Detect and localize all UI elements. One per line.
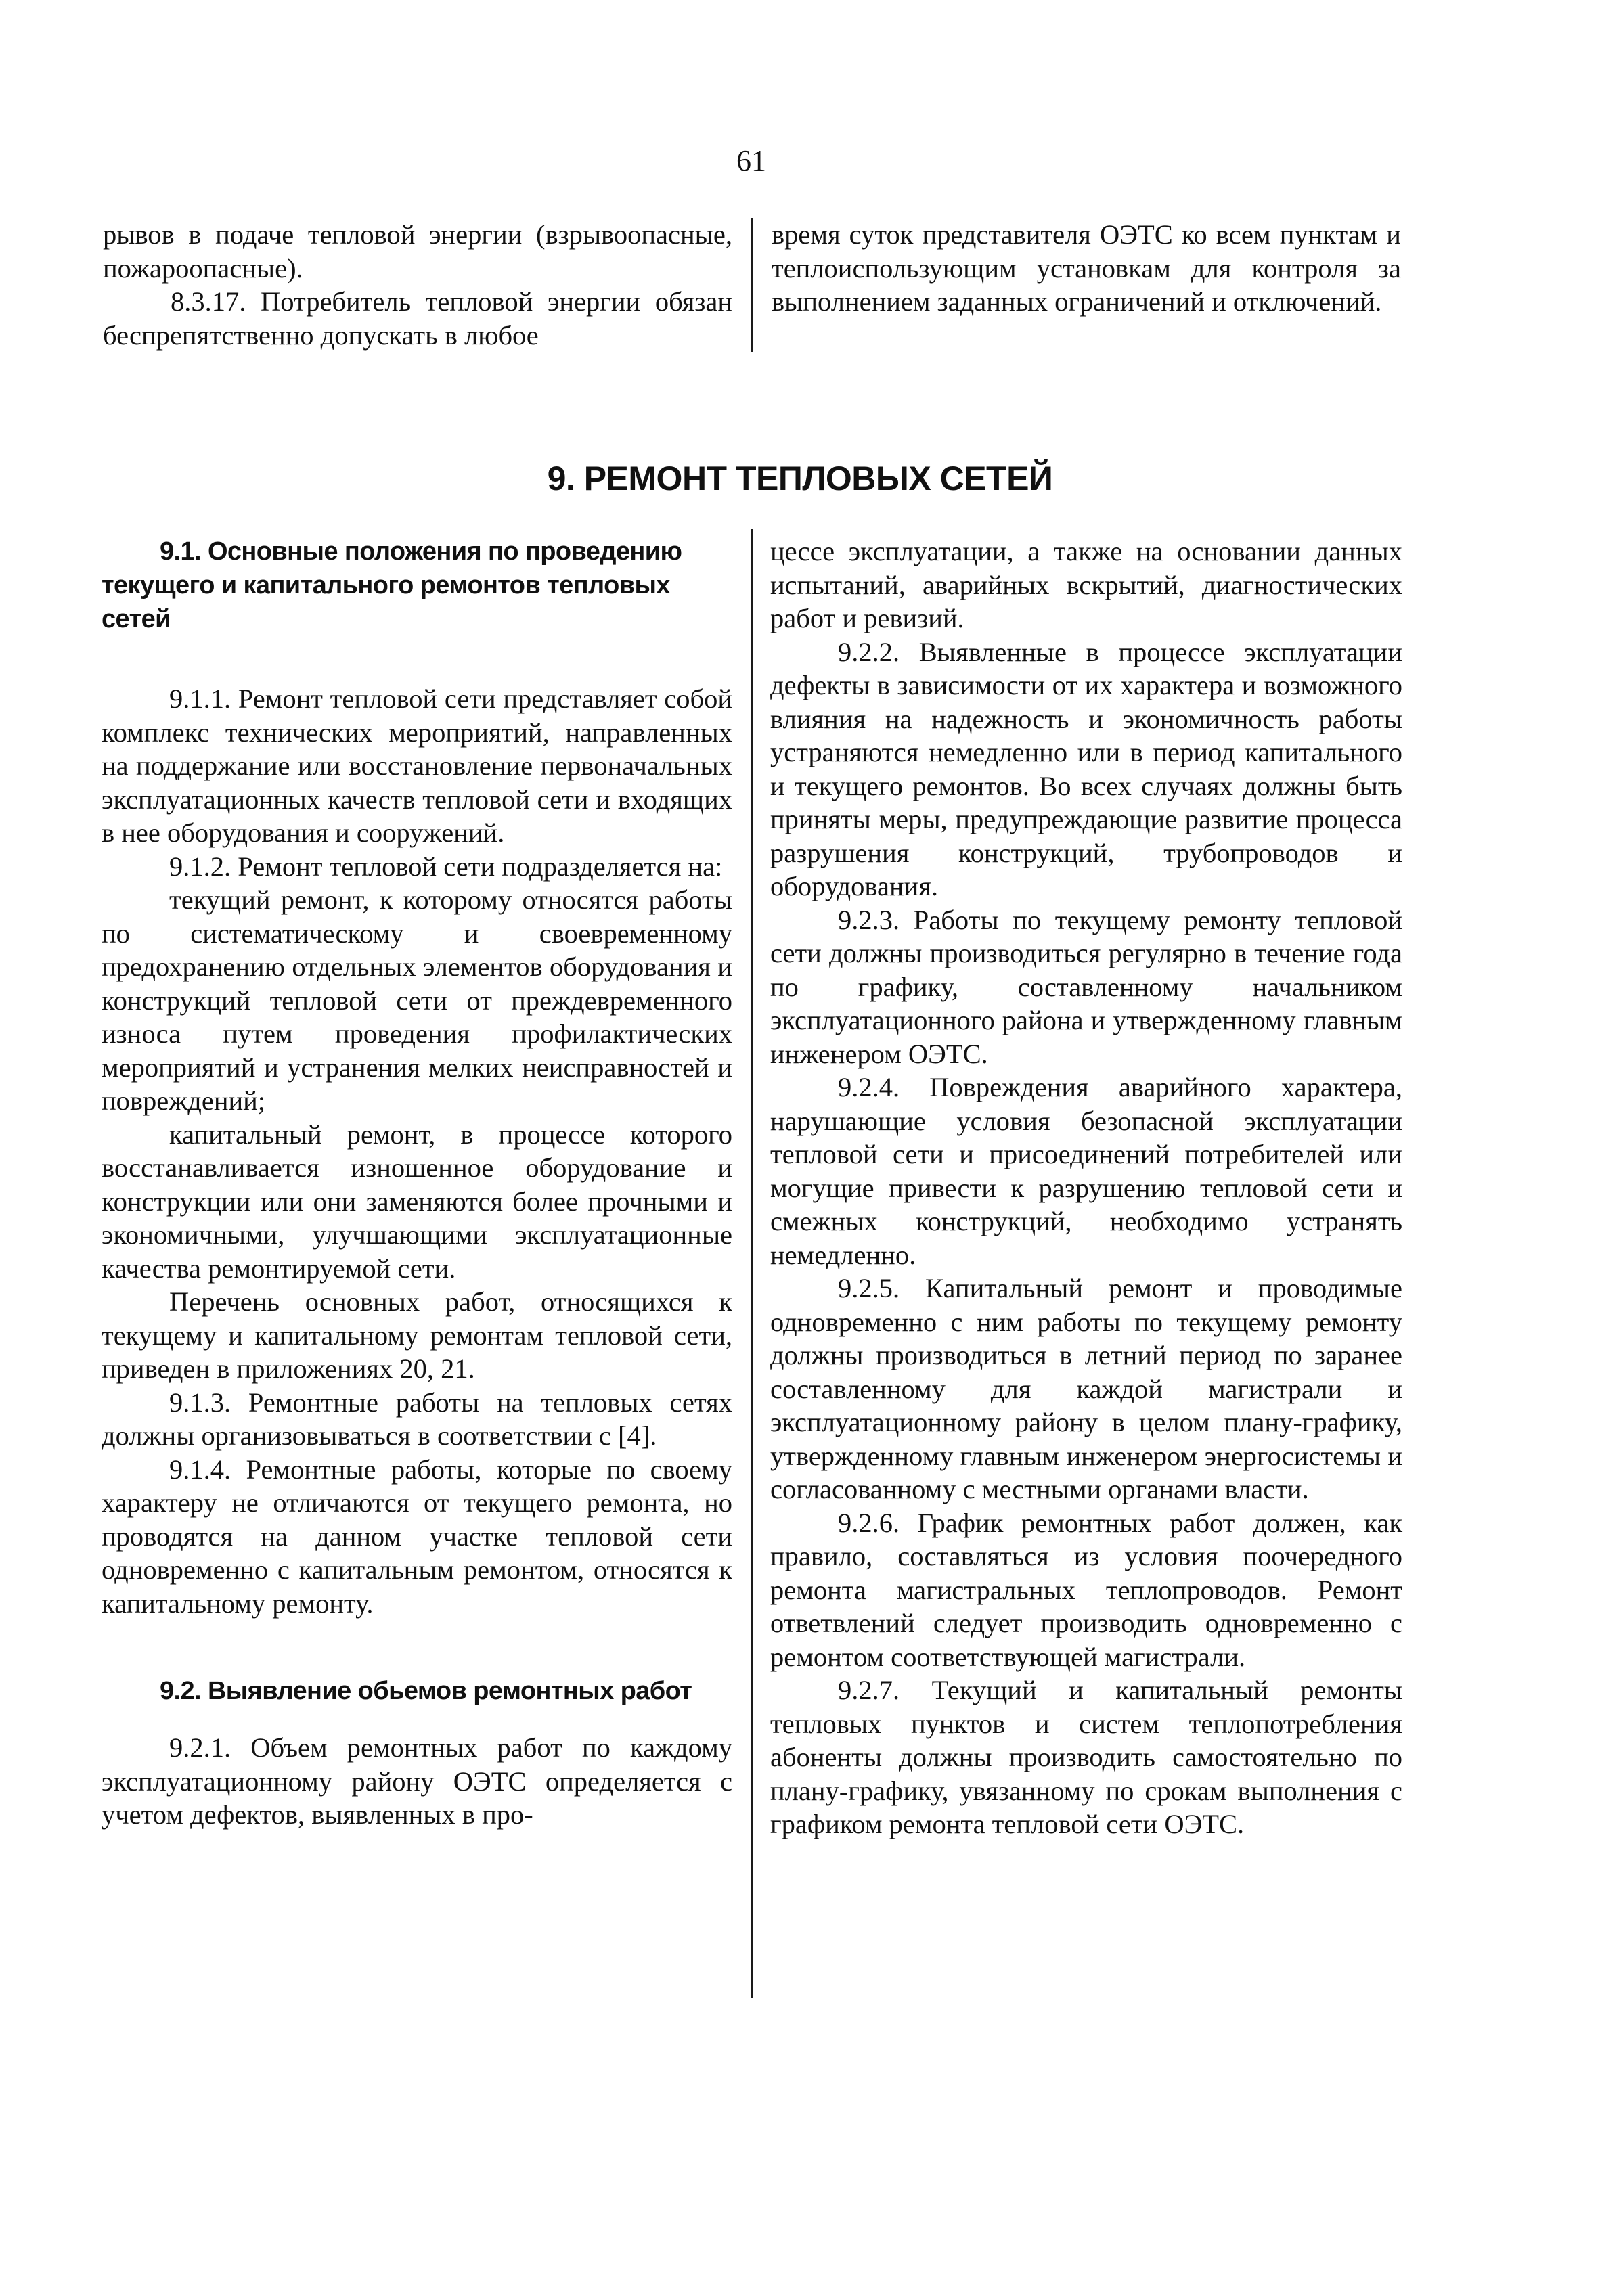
top-left-column <box>103 218 732 352</box>
column-divider <box>751 218 753 352</box>
paragraph: 9.2.2. Выявленные в процессе эксплуатации дефекты в зависимости от их характера и возможного влияния на надежность и экономичность работы устраняются немедленно или в период капитального и текущего ремонтов. Во всех случаях должны быть приняты меры, предупреждающие развитие процесса разрушения конструкций, трубопроводов и оборудования. <box>770 636 1402 901</box>
paragraph: 9.2.4. Повреждения аварийного характера, нарушающие условия безопасной эксплуатации тепловой сети и присоединений потребителей или могущие привести к разрушению тепловой сети и смежных конструкций, необходимо устранять немедленно. <box>770 1072 1402 1270</box>
section-heading-line: 9.1. Основные положения по проведению <box>160 537 682 566</box>
paragraph: 9.2.7. Текущий и капитальный ремонты тепловых пунктов и систем теплопотребления абоненты должны производить самостоятельно по плану-графику, увязанному по срокам выполнения с графиком ремонта тепловой сети ОЭТС. <box>770 1675 1402 1839</box>
section-heading-9-1 <box>102 535 732 636</box>
main-right-column <box>770 535 1402 1841</box>
paragraph: 9.1.1. Ремонт тепловой сети представляет собой комплекс технических мероприятий, направленных на поддержание или восстановление первоначальных эксплуатационных качеств тепловой сети и входящих в нее оборудования и сооружений. <box>102 683 732 848</box>
paragraph: 9.2.3. Работы по текущему ремонту тепловой сети должны производиться регулярно в течение года по графику, составленному начальником эксплуатационного района и утвержденному главным инженером ОЭТС. <box>770 904 1402 1069</box>
top-right-column <box>772 218 1401 319</box>
paragraph: 9.2.5. Капитальный ремонт и проводимые одновременно с ним работы по текущему ремонту должны производиться в летний период по заранее составленному для каждой магистрали и эксплуатационному району в целом плану-графику, утвержденному главным инженером энергосистемы и согласованному с местными органами власти. <box>770 1273 1402 1504</box>
chapter-title: 9. РЕМОНТ ТЕПЛОВЫХ СЕТЕЙ <box>547 459 1053 497</box>
page-number: 61 <box>736 144 766 177</box>
paragraph: 9.1.3. Ремонтные работы на тепловых сетях должны организовываться в соответствии с [4]. <box>102 1387 732 1451</box>
paragraph: цессе эксплуатации, а также на основании данных испытаний, аварийных вскрытий, диагностических работ и ревизий. <box>770 536 1402 633</box>
paragraph: 9.1.2. Ремонт тепловой сети подразделяется на: <box>169 851 723 882</box>
section-heading-9-2: 9.2. Выявление обьемов ремонтных работ <box>160 1677 692 1705</box>
paragraph: 9.2.6. График ремонтных работ должен, как правило, составляться из условия поочередного ремонта магистральных теплопроводов. Ремонт ответвлений следует производить одновременно с ремонтом соответствующей магистрали. <box>770 1507 1402 1672</box>
paragraph: время суток представителя ОЭТС ко всем пунктам и теплоиспользующим установкам для контроля за выполнением заданных ограничений и отключений. <box>772 219 1401 317</box>
section-heading-line: текущего и капитального ремонтов тепловых сетей <box>102 571 670 633</box>
paragraph: 8.3.17. Потребитель тепловой энергии обязан беспрепятственно допускать в любое <box>103 286 732 351</box>
column-divider <box>751 529 753 1998</box>
paragraph: капитальный ремонт, в процессе которого восстанавливается изношенное оборудование и конструкции или они заменяются более прочными и экономичными, улучшающими эксплуатационные качества ремонтируемой сети. <box>102 1119 732 1284</box>
main-left-column <box>102 535 732 1832</box>
paragraph: Перечень основных работ, относящихся к текущему и капитальному ремонтам тепловой сети, приведен в приложениях 20, 21. <box>102 1286 732 1384</box>
paragraph: рывов в подаче тепловой энергии (взрывоопасные, пожароопасные). <box>103 219 732 284</box>
paragraph: 9.2.1. Объем ремонтных работ по каждому эксплуатационному району ОЭТС определяется с учетом дефектов, выявленных в про- <box>102 1732 732 1830</box>
paragraph: текущий ремонт, к которому относятся работы по систематическому и своевременному предохранению отдельных элементов оборудования и конструкций тепловой сети от преждевременного износа путем проведения профилактических мероприятий и устранения мелких неисправностей и повреждений; <box>102 884 732 1116</box>
paragraph: 9.1.4. Ремонтные работы, которые по своему характеру не отличаются от текущего ремонта, но проводятся на данном участке тепловой сети одновременно с капитальным ремонтом, относятся к капитальному ремонту. <box>102 1454 732 1619</box>
